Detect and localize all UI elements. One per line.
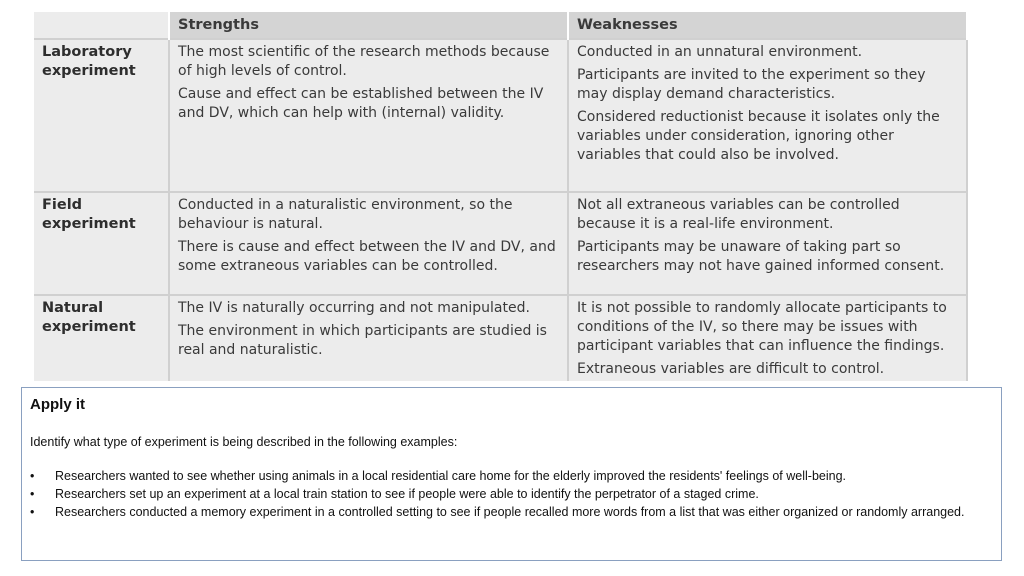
header-weaknesses: Weaknesses [568,12,967,39]
strength-point: Cause and effect can be established between the IV and DV, which can help with (internal) validity. [178,86,544,121]
strength-point: The environment in which participants are studied is real and naturalistic. [178,323,547,358]
weakness-point: Participants are invited to the experiment so they may display demand characteristics. [577,67,926,102]
apply-examples-list [30,467,991,521]
row-label-line: experiment [42,216,136,232]
strength-point: The most scientific of the research methods because of high levels of control. [178,44,550,79]
weakness-point: Considered reductionist because it isolates only the variables under consideration, ignoring other variables that could also be involved. [577,109,940,163]
row-label-field [34,192,169,295]
strength-point: The IV is naturally occurring and not manipulated. [178,300,530,316]
weakness-point: Extraneous variables are difficult to control. [577,361,885,377]
apply-it-box [21,387,1002,561]
cell-weaknesses-natural [568,295,967,381]
row-label-line: experiment [42,319,136,335]
weakness-point: It is not possible to randomly allocate participants to conditions of the IV, so there may be issues with participant variables that can influence the findings. [577,300,947,354]
bullet-icon: • [30,469,35,483]
list-item-text: Researchers wanted to see whether using animals in a local residential care home for the elderly improved the residents' feelings of well-being. [55,469,846,483]
table-row-natural [34,295,967,381]
list-item [30,503,991,521]
bullet-icon: • [30,487,35,501]
table-row-laboratory [34,39,967,192]
bullet-icon: • [30,505,35,519]
apply-title: Apply it [30,396,85,413]
list-item-text: Researchers conducted a memory experiment in a controlled setting to see if people recalled more words from a list that was either organized or randomly arranged. [55,505,965,519]
table-header-row [34,12,967,39]
comparison-table-image [34,12,967,377]
list-item-text: Researchers set up an experiment at a local train station to see if people were able to identify the perpetrator of a staged crime. [55,487,759,501]
strength-point: There is cause and effect between the IV and DV, and some extraneous variables can be controlled. [178,239,556,274]
cell-strengths-field [169,192,568,295]
row-label-line: experiment [42,63,136,79]
weakness-point: Conducted in an unnatural environment. [577,44,863,60]
strength-point: Conducted in a naturalistic environment, so the behaviour is natural. [178,197,513,232]
row-label-line: Laboratory [42,44,132,60]
cell-weaknesses-field [568,192,967,295]
table-row-field [34,192,967,295]
row-label-line: Field [42,197,83,213]
cell-strengths-laboratory [169,39,568,192]
row-label-natural [34,295,169,381]
list-item [30,467,991,485]
weakness-point: Not all extraneous variables can be controlled because it is a real-life environment. [577,197,900,232]
row-label-laboratory [34,39,169,192]
experiment-comparison-table [34,12,968,381]
row-label-line: Natural [42,300,104,316]
list-item [30,485,991,503]
header-blank [34,12,169,39]
apply-intro: Identify what type of experiment is being described in the following examples: [30,435,458,449]
header-strengths: Strengths [169,12,568,39]
weakness-point: Participants may be unaware of taking part so researchers may not have gained informed consent. [577,239,945,274]
cell-strengths-natural [169,295,568,381]
cell-weaknesses-laboratory [568,39,967,192]
